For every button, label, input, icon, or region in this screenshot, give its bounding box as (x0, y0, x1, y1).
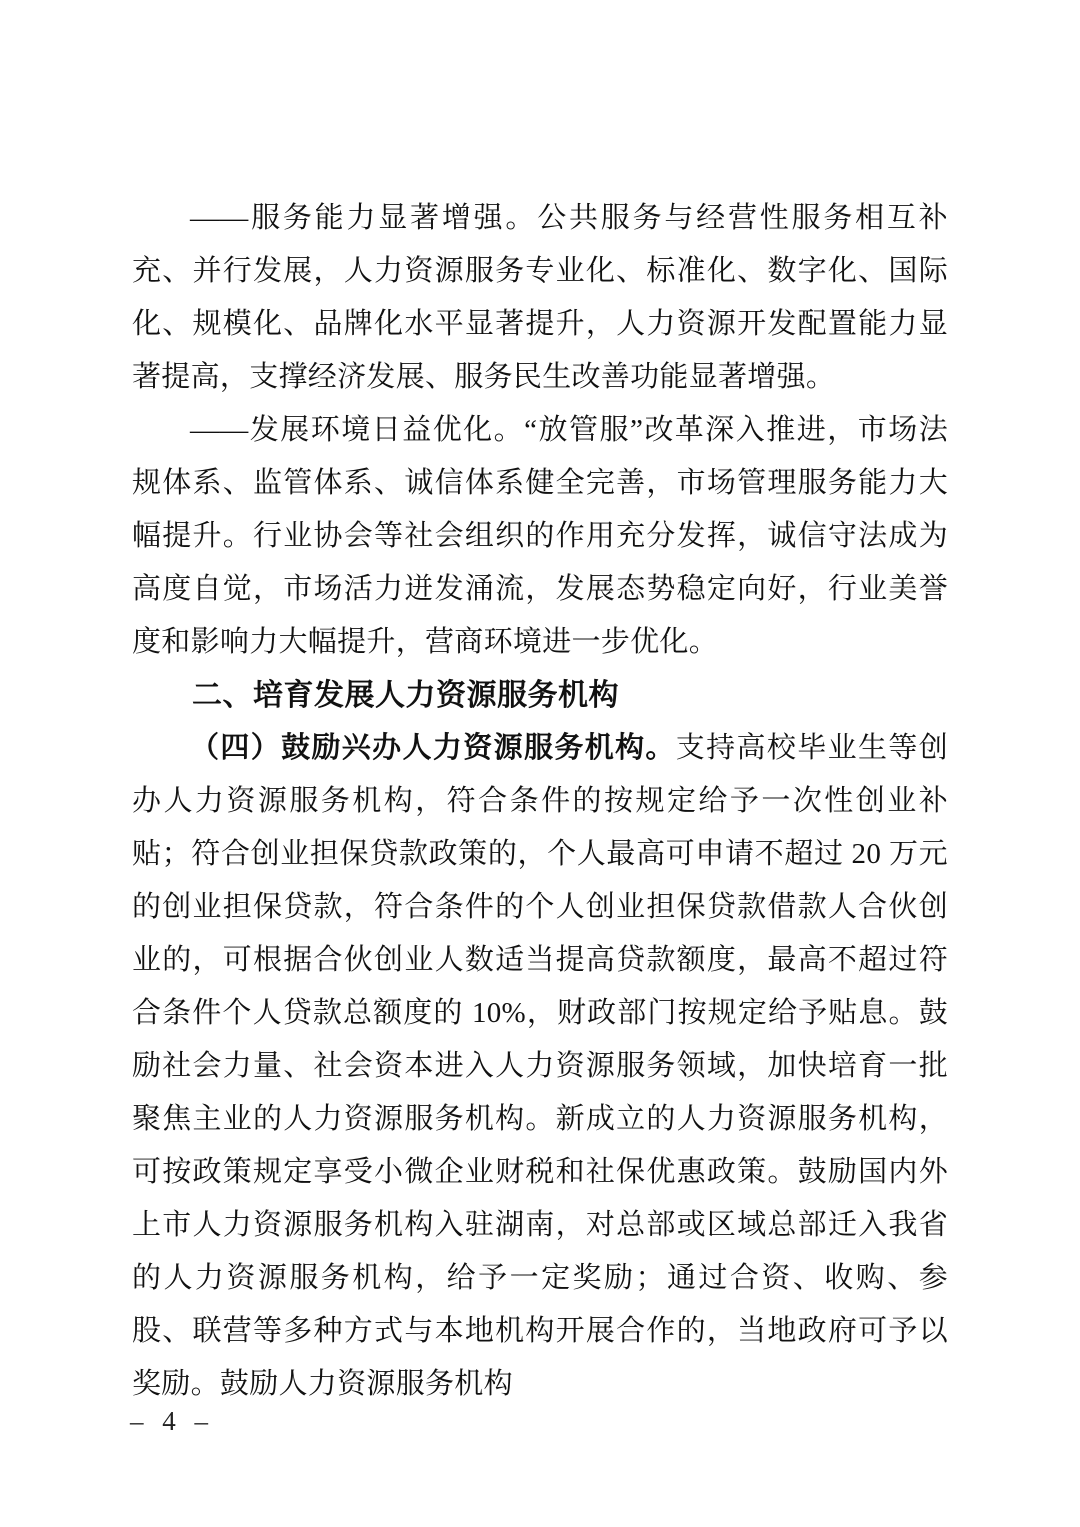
section-heading: 二、培育发展人力资源服务机构 (192, 679, 619, 712)
paragraph-text-service-capability: 公共服务与经营性服务相互补充、并行发展，人力资源服务专业化、标准化、数字化、国际化、规模化、品牌化水平显著提升，人力资源开发配置能力显著提高，支撑经济发展、服务民生改善功能显著增强。 (132, 202, 948, 393)
paragraph-lead-service-capability: ——服务能力显著增强。 (190, 202, 538, 234)
paragraph-service-capability (132, 192, 948, 404)
paragraph-text-item-four: 支持高校毕业生等创办人力资源服务机构，符合条件的按规定给予一次性创业补贴；符合创业担保贷款政策的，个人最高可申请不超过 20 万元的创业担保贷款，符合条件的个人创业担保贷款借款人合伙创业的，可根据合伙创业人数适当提高贷款额度，最高不超过符合条件个人贷款总额度的 10%，财政部门按规定给予贴息。鼓励社会力量、社会资本进入人力资源服务领域，加快培育一批聚焦主业的人力资源服务机构。新成立的人力资源服务机构，可按政策规定享受小微企业财税和社保优惠政策。鼓励国内外上市人力资源服务机构入驻湖南，对总部或区域总部迁入我省的人力资源服务机构，给予一定奖励；通过合资、收购、参股、联营等多种方式与本地机构开展合作的，当地政府可予以奖励。鼓励人力资源服务机构 (132, 732, 948, 1400)
paragraph-lead-development-environment: ——发展环境日益优化。 (190, 414, 525, 446)
document-content (132, 192, 948, 1411)
paragraph-text-development-environment: “放管服”改革深入推进，市场法规体系、监管体系、诚信体系健全完善，市场管理服务能力大幅提升。行业协会等社会组织的作用充分发挥，诚信守法成为高度自觉，市场活力迸发涌流，发展态势稳定向好，行业美誉度和影响力大幅提升，营商环境进一步优化。 (132, 414, 948, 658)
page-number: – 4 – (130, 1406, 214, 1436)
paragraph-lead-item-four: （四）鼓励兴办人力资源服务机构。 (190, 732, 676, 764)
page-footer (130, 1403, 214, 1439)
paragraph-item-four (132, 722, 948, 1411)
paragraph-development-environment (132, 404, 948, 669)
